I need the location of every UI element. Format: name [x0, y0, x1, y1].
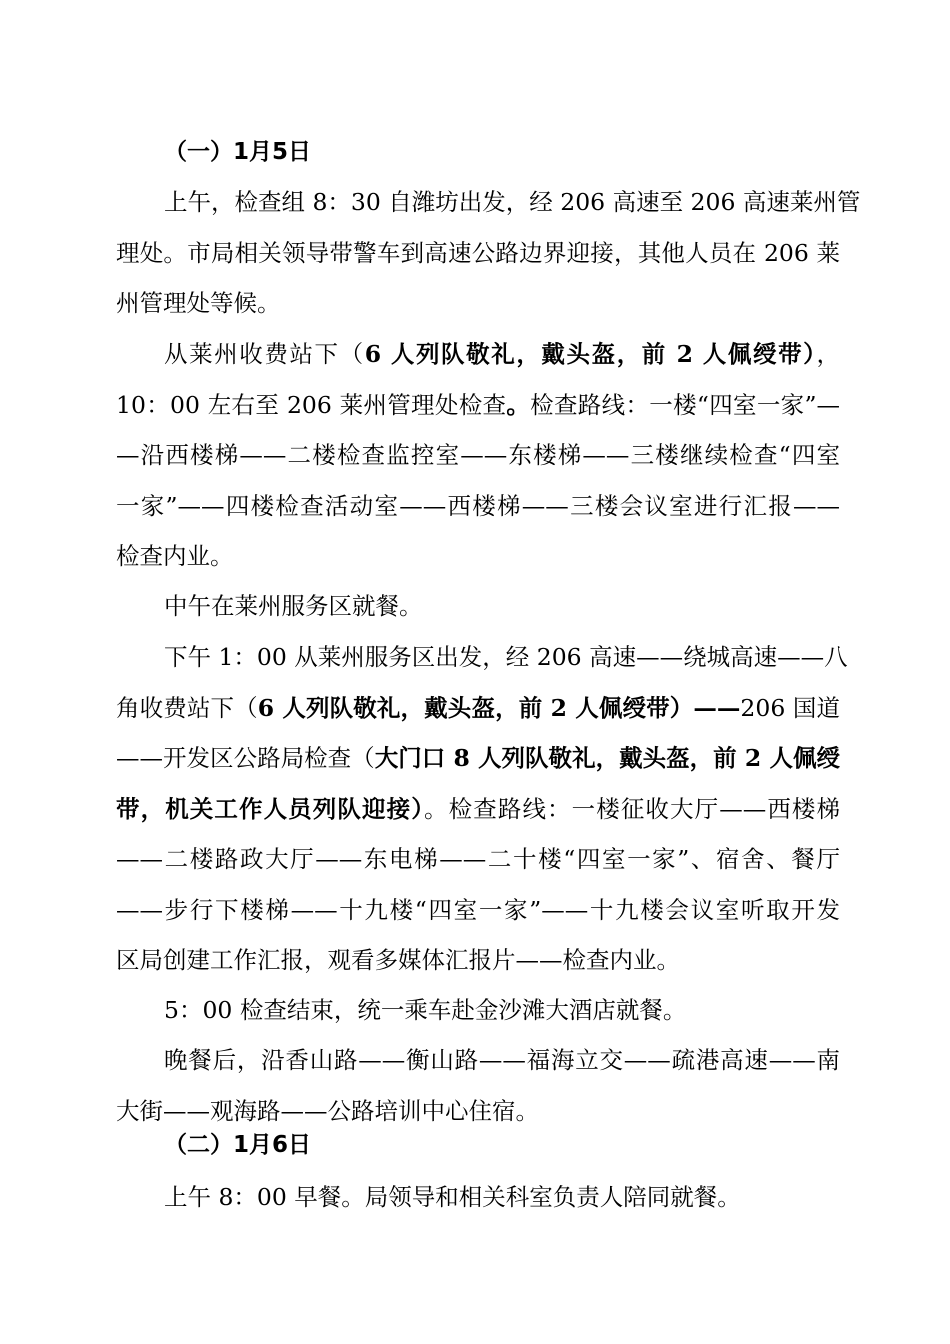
paragraph-afternoon [116, 632, 848, 986]
text-line: 上午 8：00 早餐。局领导和相关科室负责人陪同就餐。 [164, 1183, 741, 1211]
text-line: 5：00 检查结束，统一乘车赴金沙滩大酒店就餐。 [164, 996, 687, 1024]
text-line: ——二楼路政大厅——东电梯——二十楼“四室一家”、宿舍、餐厅 [116, 845, 840, 873]
paragraph-lunch [116, 581, 840, 632]
text-line: 下午 1：00 从莱州服务区出发，经 206 高速——绕城高速——八 [164, 643, 848, 671]
text-line: 州管理处等候。 [116, 289, 281, 317]
section-heading-2: （二）1月6日 [164, 1132, 312, 1158]
text-line: 区局创建工作汇报，观看多媒体汇报片——检查内业。 [116, 946, 680, 974]
text-line: ——开发区公路局检查（大门口 8 人列队敬礼，戴头盔，前 2 人佩绶 [116, 744, 840, 772]
text-line: 理处。市局相关领导带警车到高速公路边界迎接，其他人员在 206 莱 [116, 238, 840, 267]
text-line: 一家”——四楼检查活动室——西楼梯——三楼会议室进行汇报—— [116, 491, 840, 520]
paragraph-breakfast [116, 1172, 840, 1223]
paragraph-route-1 [116, 329, 840, 582]
text-line: 大街——观海路——公路培训中心住宿。 [116, 1096, 539, 1125]
paragraph-end [116, 985, 840, 1036]
text-line: 上午，检查组 8：30 自潍坊出发，经 206 高速至 206 高速莱州管 [164, 188, 861, 216]
paragraph-morning [116, 177, 861, 329]
text-line: —沿西楼梯——二楼检查监控室——东楼梯——三楼继续检查“四室 [116, 441, 840, 469]
text-line: 带，机关工作人员列队迎接）。检查路线：一楼征收大厅——西楼梯 [116, 794, 841, 823]
text-line: 检查内业。 [116, 542, 234, 570]
text-line: 晚餐后，沿香山路——衡山路——福海立交——疏港高速——南 [164, 1046, 840, 1074]
text-line: 中午在莱州服务区就餐。 [164, 592, 423, 620]
text-line: 角收费站下（6 人列队敬礼，戴头盔，前 2 人佩绶带）——206 国道 [116, 693, 840, 722]
text-line: 10：00 左右至 206 莱州管理处检查。检查路线：一楼“四室一家”— [116, 390, 841, 419]
text-line: 从莱州收费站下（6 人列队敬礼，戴头盔，前 2 人佩绶带）， [164, 340, 841, 368]
text-line: ——步行下楼梯——十九楼“四室一家”——十九楼会议室听取开发 [116, 895, 840, 924]
section-heading-1: （一）1月5日 [164, 139, 312, 165]
